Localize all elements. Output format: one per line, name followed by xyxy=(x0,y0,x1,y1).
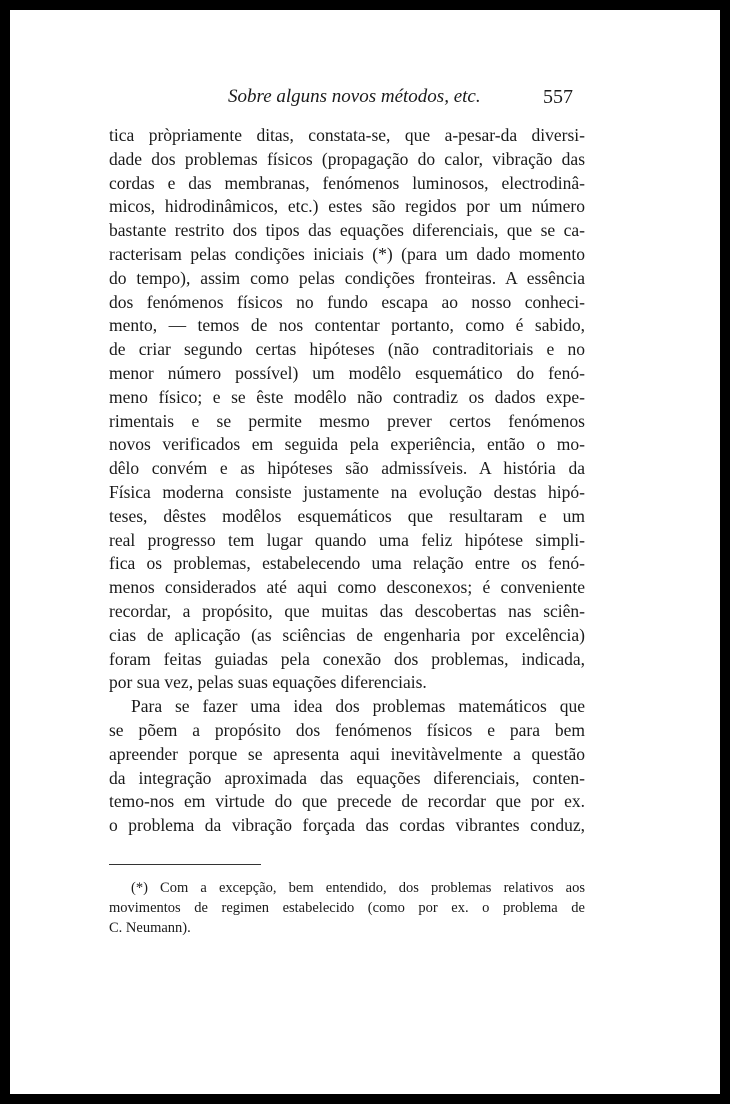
text-line: se põem a propósito dos fenómenos físicos e para bem xyxy=(109,719,585,740)
running-head xyxy=(110,86,610,114)
footnote-line: movimentos de regimen estabelecido (como por ex. o problema de xyxy=(109,900,585,916)
text-line: Física moderna consiste justamente na evolução destas hipó- xyxy=(109,481,585,502)
text-line: bastante restrito dos tipos das equações diferenciais, que se ca- xyxy=(109,220,585,241)
text-line: recordar, a propósito, que muitas das descobertas nas sciên- xyxy=(109,600,585,621)
text-line: de criar segundo certas hipóteses (não contraditoriais e no xyxy=(109,339,585,360)
text-line: Para se fazer uma idea dos problemas matemáticos que xyxy=(131,696,585,717)
text-line: meno físico; e se êste modêlo não contradiz os dados expe- xyxy=(109,386,585,407)
text-line: menor número possível) um modêlo esquemático do fenó- xyxy=(109,362,585,383)
footnote-line: (*) Com a excepção, bem entendido, dos problemas relativos aos xyxy=(131,880,585,896)
text-line: por sua vez, pelas suas equações diferenciais. xyxy=(109,672,427,693)
text-line: dos fenómenos físicos no fundo escapa ao nosso conheci- xyxy=(109,291,585,312)
page-number: 557 xyxy=(543,86,573,108)
text-line: tica pròpriamente ditas, constata-se, que a-pesar-da diversi- xyxy=(109,125,585,145)
text-line: fica os problemas, estabelecendo uma relação entre os fenó- xyxy=(109,553,585,574)
text-line: cordas e das membranas, fenómenos luminosos, electrodinâ- xyxy=(109,172,585,193)
text-line: apreender porque se apresenta aqui inevitàvelmente a questão xyxy=(109,743,585,764)
text-line: da integração aproximada das equações diferenciais, conten- xyxy=(109,767,585,788)
text-line: novos verificados em seguida pela experiência, então o mo- xyxy=(109,434,585,455)
running-title: Sobre alguns novos métodos, etc. xyxy=(228,86,481,107)
main-text xyxy=(109,124,585,838)
paragraph-1 xyxy=(109,124,585,695)
paragraph-2 xyxy=(109,695,585,838)
text-line: foram feitas guiadas pela conexão dos problemas, indicada, xyxy=(109,648,585,669)
footnote xyxy=(109,878,585,938)
text-line: mento, — temos de nos contentar portanto, como é sabido, xyxy=(109,315,585,336)
text-line: real progresso tem lugar quando uma feliz hipótese simpli- xyxy=(109,529,585,550)
text-line: do tempo), assim como pelas condições fronteiras. A essência xyxy=(109,267,585,288)
book-page xyxy=(10,10,720,1094)
text-line: dêlo convém e as hipóteses são admissíveis. A história da xyxy=(109,458,585,479)
text-line: menos considerados até aqui como desconexos; é conveniente xyxy=(109,577,585,598)
text-line: temo-nos em virtude do que precede de recordar que por ex. xyxy=(109,791,585,812)
footnote-line: C. Neumann). xyxy=(109,920,191,936)
text-line: rimentais e se permite mesmo prever certos fenómenos xyxy=(109,410,585,431)
text-line: o problema da vibração forçada das cordas vibrantes conduz, xyxy=(109,815,585,836)
text-line: teses, dêstes modêlos esquemáticos que resultaram e um xyxy=(109,505,585,526)
footnote-divider xyxy=(109,864,261,865)
text-line: micos, hidrodinâmicos, etc.) estes são regidos por um número xyxy=(109,196,585,217)
text-line: cias de aplicação (as sciências de engenharia por excelência) xyxy=(109,624,585,645)
text-line: racterisam pelas condições iniciais (*) (para um dado momento xyxy=(109,243,585,264)
text-line: dade dos problemas físicos (propagação do calor, vibração das xyxy=(109,148,585,169)
